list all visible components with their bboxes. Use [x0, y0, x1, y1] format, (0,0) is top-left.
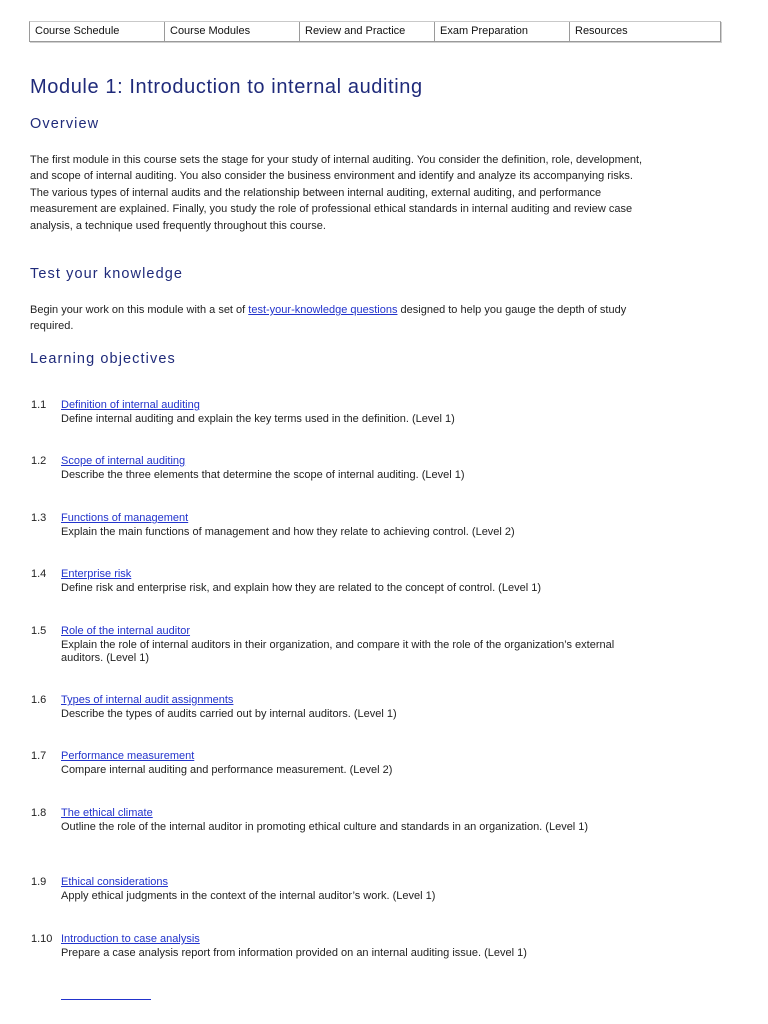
objective-description: Outline the role of the internal auditor in promoting ethical culture and standards in an organization. (Level 1)	[61, 820, 589, 833]
objective-description: Describe the three elements that determine the scope of internal auditing. (Level 1)	[61, 468, 465, 481]
objective-description: Prepare a case analysis report from information provided on an internal auditing issue. (Level 1)	[61, 946, 527, 959]
objective-description: Describe the types of audits carried out by internal auditors. (Level 1)	[61, 707, 397, 720]
learning-objectives-heading: Learning objectives	[30, 351, 176, 367]
objective-item-1-6	[31, 694, 641, 721]
objective-item-1-9	[31, 876, 641, 903]
nav-exam-preparation[interactable]: Exam Preparation	[435, 22, 570, 41]
nav-course-schedule[interactable]: Course Schedule	[30, 22, 165, 41]
test-knowledge-text-after: designed to help you gauge the depth of study required.	[30, 304, 627, 333]
nav-review-and-practice[interactable]: Review and Practice	[300, 22, 435, 41]
objective-number: 1.2	[31, 455, 47, 467]
objective-item-1-10	[31, 933, 641, 960]
objective-link-the-ethical-climate[interactable]: The ethical climate	[61, 807, 153, 819]
objective-item-1-8	[31, 807, 641, 834]
test-knowledge-heading: Test your knowledge	[30, 266, 184, 282]
objective-number: 1.4	[31, 568, 47, 580]
objective-number: 1.6	[31, 694, 47, 706]
objective-number: 1.10	[31, 933, 53, 945]
objective-description: Compare internal auditing and performance measurement. (Level 2)	[61, 763, 393, 776]
objective-link-types-of-internal-audit-assignments[interactable]: Types of internal audit assignments	[61, 694, 234, 706]
objective-number: 1.5	[31, 625, 47, 637]
objective-description: Apply ethical judgments in the context of the internal auditor’s work. (Level 1)	[61, 889, 436, 902]
overview-heading: Overview	[30, 116, 100, 132]
objective-item-1-7	[31, 750, 641, 777]
nav-resources[interactable]: Resources	[575, 25, 628, 37]
objective-description: Define risk and enterprise risk, and explain how they are related to the concept of control. (Level 1)	[61, 581, 541, 594]
course-nav-bar	[29, 21, 721, 42]
footnote-divider	[61, 999, 151, 1000]
nav-course-modules[interactable]: Course Modules	[165, 22, 300, 41]
objective-number: 1.3	[31, 512, 47, 524]
objective-link-role-of-the-internal-auditor[interactable]: Role of the internal auditor	[61, 625, 191, 637]
objective-item-1-3	[31, 512, 641, 539]
objective-description: Define internal auditing and explain the key terms used in the definition. (Level 1)	[61, 412, 455, 425]
objective-description: Explain the role of internal auditors in their organization, and compare it with the role of the organization’s external auditors. (Level 1)	[61, 638, 615, 665]
objective-item-1-2	[31, 455, 641, 482]
objective-description: Explain the main functions of management and how they relate to achieving control. (Level 2)	[61, 525, 515, 538]
objective-number: 1.9	[31, 876, 47, 888]
test-knowledge-text-before: Begin your work on this module with a set of	[30, 304, 249, 316]
objective-number: 1.8	[31, 807, 47, 819]
objective-link-functions-of-management[interactable]: Functions of management	[61, 512, 189, 524]
objective-link-enterprise-risk[interactable]: Enterprise risk	[61, 568, 132, 580]
objective-item-1-1	[31, 399, 641, 426]
objective-item-1-4	[31, 568, 641, 595]
test-knowledge-paragraph	[30, 302, 650, 335]
overview-paragraph: The first module in this course sets the stage for your study of internal auditing. You consider the definition, role, development, and scope of internal auditing. You also consider the business environment and identify and analyze its accompanying risks. The various types of internal audits and the relationship between internal auditing, external auditing, and performance measurement are explained. Finally, you study the role of professional ethical standards in internal auditing and review case analysis, a technique used frequently throughout this course.	[30, 154, 643, 232]
objective-link-introduction-to-case-analysis[interactable]: Introduction to case analysis	[61, 933, 200, 945]
objective-link-ethical-considerations[interactable]: Ethical considerations	[61, 876, 169, 888]
objective-number: 1.7	[31, 750, 47, 762]
test-knowledge-questions-link[interactable]: test-your-knowledge questions	[248, 304, 398, 316]
objective-item-1-5	[31, 625, 641, 666]
objective-number: 1.1	[31, 399, 47, 411]
objective-link-scope-of-internal-auditing[interactable]: Scope of internal auditing	[61, 455, 186, 467]
page-title: Module 1: Introduction to internal auditing	[30, 76, 423, 98]
objective-link-performance-measurement[interactable]: Performance measurement	[61, 750, 195, 762]
objective-link-definition-of-internal-auditing[interactable]: Definition of internal auditing	[61, 399, 200, 411]
